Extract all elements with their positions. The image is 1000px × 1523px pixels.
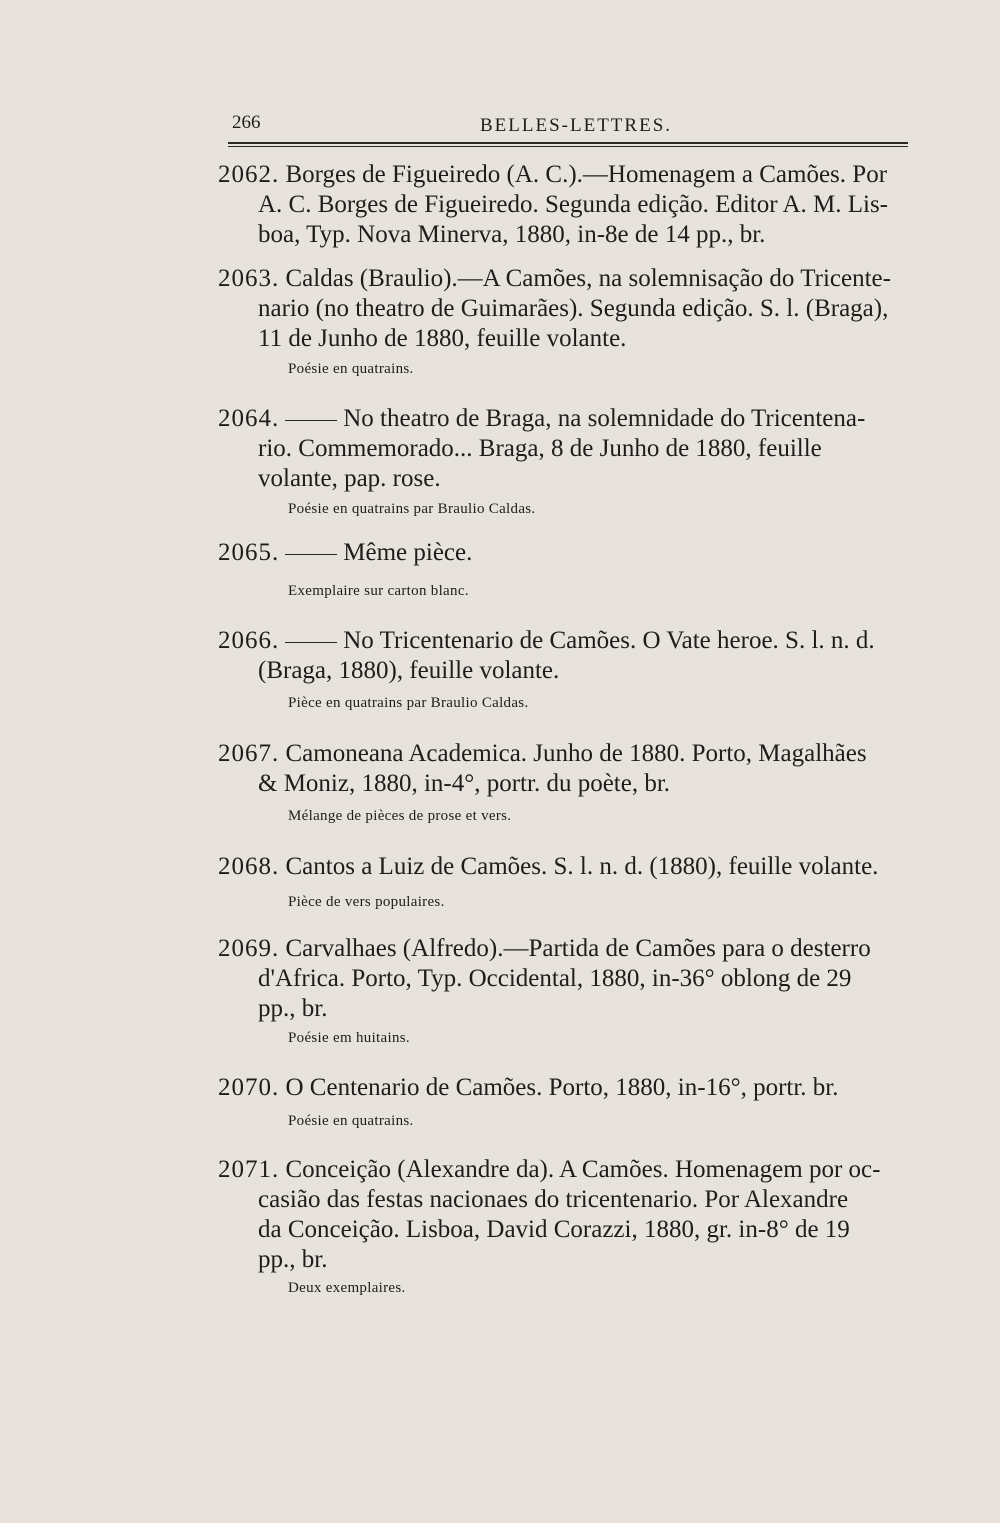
- entry-text: pp., br.: [258, 995, 328, 1022]
- entry-note: Deux exemplaires.: [288, 1280, 406, 1296]
- entry-note: Pièce en quatrains par Braulio Caldas.: [288, 695, 529, 711]
- entry-text: volante, pap. rose.: [258, 465, 441, 492]
- entry-note: Poésie en quatrains par Braulio Caldas.: [288, 501, 536, 517]
- entry-note: Poésie em huitains.: [288, 1030, 410, 1046]
- entry-text: nario (no theatro de Guimarães). Segunda edição. S. l. (Braga),: [258, 295, 889, 322]
- entry-text: boa, Typ. Nova Minerva, 1880, in-8e de 14 pp., br.: [258, 221, 766, 248]
- entry-text: Même pièce.: [343, 539, 473, 566]
- entry-number: 2069.: [218, 935, 280, 962]
- ditto-dash: [285, 554, 337, 555]
- catalog-entry: [218, 538, 908, 568]
- entry-text: O Centenario de Camões. Porto, 1880, in-16°, portr. br.: [285, 1074, 839, 1101]
- entry-text: Cantos a Luiz de Camões. S. l. n. d. (1880), feuille volante.: [285, 853, 879, 880]
- entry-number: 2065.: [218, 539, 280, 566]
- ditto-dash: [285, 642, 337, 643]
- entry-text: & Moniz, 1880, in-4°, portr. du poète, br.: [258, 770, 671, 797]
- entry-text: da Conceição. Lisboa, David Corazzi, 1880, gr. in-8° de 19: [258, 1216, 850, 1243]
- catalog-entry: [218, 160, 908, 250]
- entry-text: Borges de Figueiredo (A. C.).—Homenagem a Camões. Por: [285, 161, 888, 188]
- catalog-entry: [218, 1073, 908, 1103]
- catalog-entry: [218, 264, 908, 354]
- entry-text: Conceição (Alexandre da). A Camões. Homenagem por oc-: [285, 1156, 881, 1183]
- entry-number: 2066.: [218, 627, 280, 654]
- ditto-dash: [285, 420, 337, 421]
- entry-number: 2070.: [218, 1074, 280, 1101]
- running-head: BELLES-LETTRES.: [480, 115, 673, 136]
- page-number: 266: [232, 112, 261, 133]
- header-rule-thin: [228, 146, 908, 147]
- entry-text: Caldas (Braulio).—A Camões, na solemnisação do Tricente-: [285, 265, 891, 292]
- entry-text: 11 de Junho de 1880, feuille volante.: [258, 325, 627, 352]
- catalog-entry: [218, 626, 908, 686]
- entry-note: Mélange de pièces de prose et vers.: [288, 808, 512, 824]
- page-header: [228, 112, 908, 148]
- entry-number: 2063.: [218, 265, 280, 292]
- entry-text: rio. Commemorado... Braga, 8 de Junho de 1880, feuille: [258, 435, 822, 462]
- header-rule: [228, 142, 908, 144]
- entry-number: 2071.: [218, 1156, 280, 1183]
- entry-text: d'Africa. Porto, Typ. Occidental, 1880, in-36° oblong de 29: [258, 965, 852, 992]
- entry-text: No theatro de Braga, na solemnidade do Tricentena-: [343, 405, 866, 432]
- entry-note: Poésie en quatrains.: [288, 1113, 414, 1129]
- entry-number: 2064.: [218, 405, 280, 432]
- catalog-entry: [218, 404, 908, 494]
- catalog-entry: [218, 739, 908, 799]
- entry-note: Poésie en quatrains.: [288, 361, 414, 377]
- entry-note: Exemplaire sur carton blanc.: [288, 583, 469, 599]
- entry-number: 2068.: [218, 853, 280, 880]
- entry-text: casião das festas nacionaes do tricentenario. Por Alexandre: [258, 1186, 849, 1213]
- entry-text: No Tricentenario de Camões. O Vate heroe. S. l. n. d.: [343, 627, 875, 654]
- entry-text: pp., br.: [258, 1246, 328, 1273]
- entry-text: A. C. Borges de Figueiredo. Segunda edição. Editor A. M. Lis-: [258, 191, 889, 218]
- catalog-entry: [218, 852, 908, 882]
- entry-text: (Braga, 1880), feuille volante.: [258, 657, 560, 684]
- entry-number: 2062.: [218, 161, 280, 188]
- entry-text: Carvalhaes (Alfredo).—Partida de Camões para o desterro: [285, 935, 871, 962]
- catalog-entry: [218, 1155, 908, 1275]
- entry-number: 2067.: [218, 740, 280, 767]
- entry-note: Pièce de vers populaires.: [288, 894, 445, 910]
- entry-text: Camoneana Academica. Junho de 1880. Porto, Magalhães: [285, 740, 867, 767]
- catalog-entry: [218, 934, 908, 1024]
